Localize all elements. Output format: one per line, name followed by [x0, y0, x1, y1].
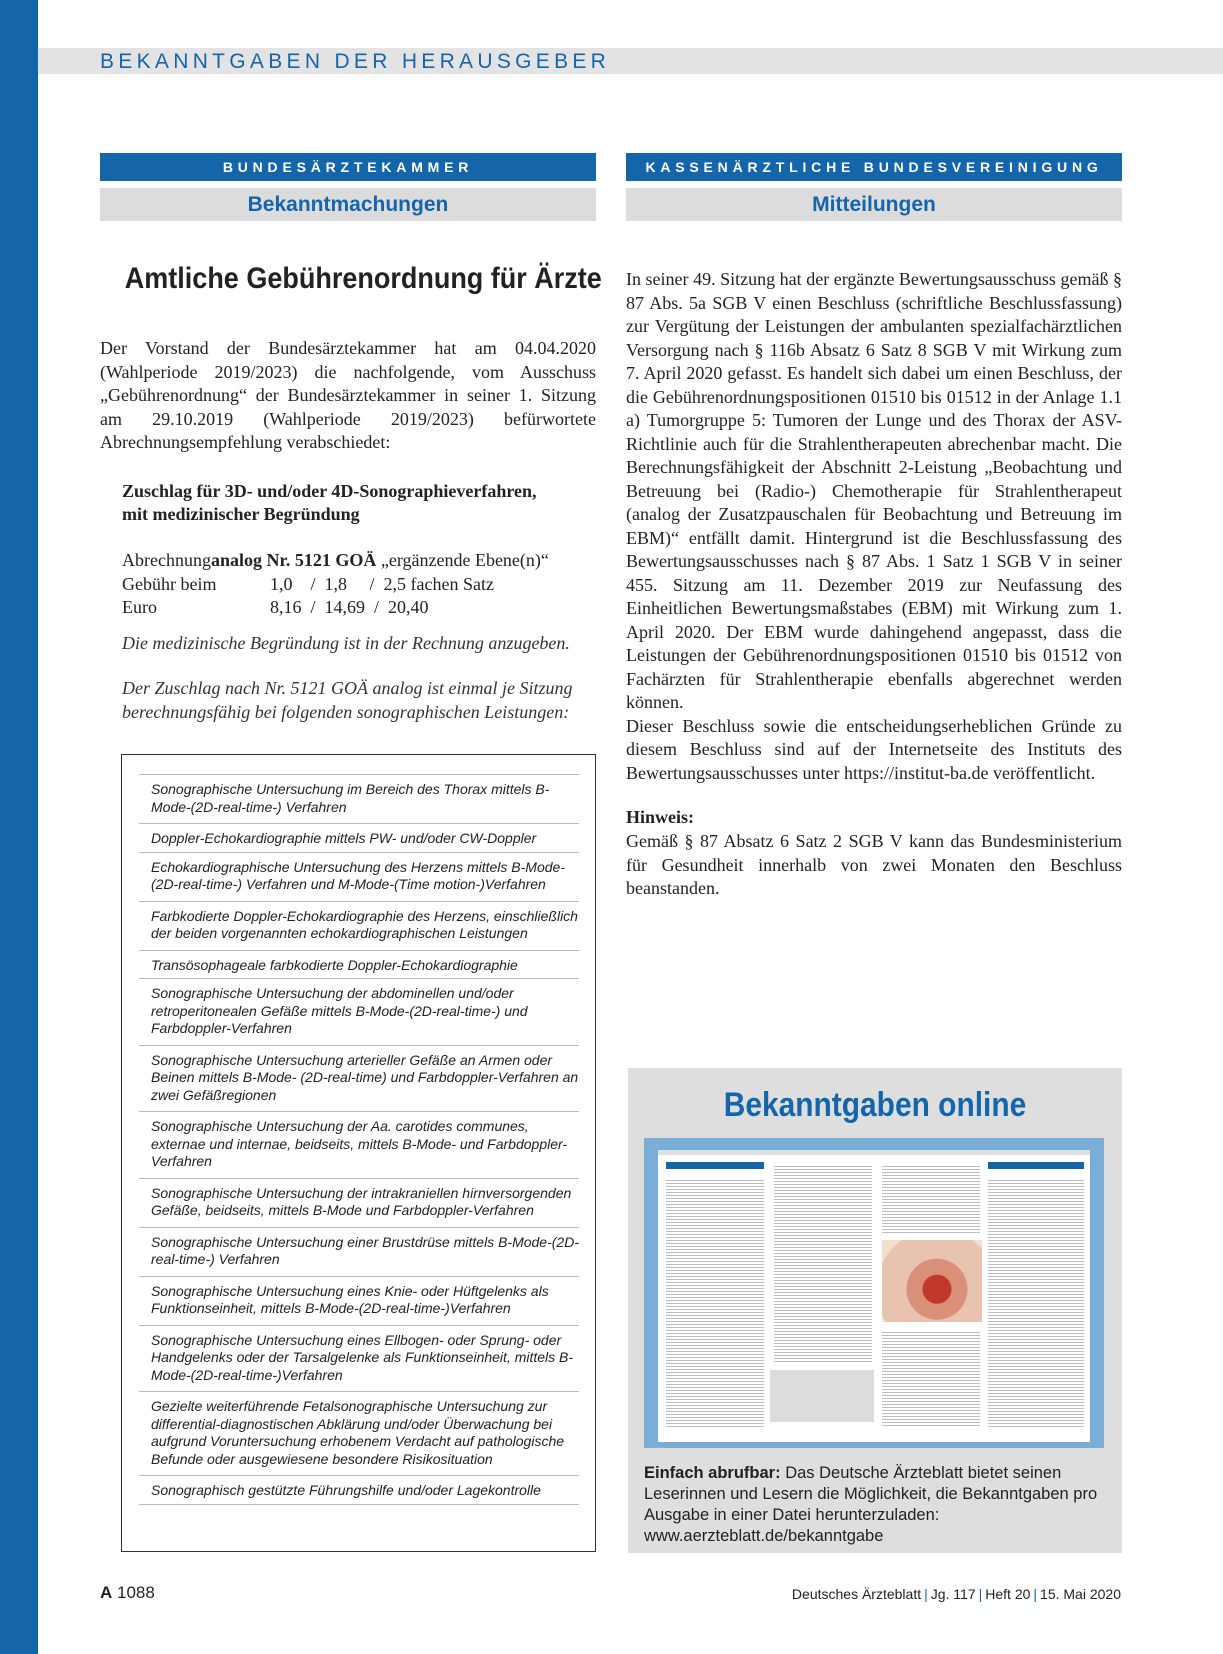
fee-rate-row: [122, 573, 549, 597]
list-item: Transösophageale farbkodierte Doppler-Echokardiographie: [139, 951, 579, 980]
org-bar-baek: BUNDESÄRZTEKAMMER: [100, 153, 596, 181]
justification-note: Die medizinische Begründung ist in der Rechnung anzugeben.: [122, 633, 570, 653]
left-color-stripe: [0, 0, 38, 1654]
euro-values: 8,16 / 14,69 / 20,40: [270, 597, 429, 617]
list-item: Farbkodierte Doppler-Echokardiographie des Herzens, einschließlich der beiden vorgenannten echokardiographischen Leistungen: [139, 902, 579, 951]
billing-prefix: Abrechnung: [122, 550, 211, 570]
preview-text-column: [774, 1164, 872, 1364]
preview-photo: [882, 1240, 982, 1322]
left-column-header: [100, 153, 596, 221]
list-item: Sonographische Untersuchung arterieller Gefäße an Armen oder Beinen mittels B-Mode- (2D-real-time) und Farbdoppler-Verfahren an zwei Gefäßregionen: [139, 1046, 579, 1113]
preview-text-column: [988, 1178, 1084, 1428]
list-item: Sonographische Untersuchung der abdominellen und/oder retroperitonealen Gefäße mittels B-Mode-(2D-real-time-) und Farbdoppler-Verfahren: [139, 979, 579, 1046]
euro-row: [122, 596, 549, 620]
preview-header-band: [658, 1150, 1090, 1155]
list-item: Sonographische Untersuchung im Bereich des Thorax mittels B-Mode-(2D-real-time-) Verfahren: [139, 775, 579, 824]
list-item: Gezielte weiterführende Fetalsonographische Untersuchung zur differential-diagnostischen Abklärung und/oder Überwachung bei aufgrund Voruntersuchung erhobenem Verdacht auf pathologische Befunde oder ausgewiesene besondere Risikosituation: [139, 1392, 579, 1476]
sonography-services-box: [121, 754, 596, 1552]
list-item: Sonographisch gestützte Führungshilfe und/oder Lagekontrolle: [139, 1476, 579, 1505]
online-promo-text: [644, 1463, 1110, 1547]
journal-issue: Heft 20: [985, 1586, 1031, 1602]
section-bar-mitteilungen: Mitteilungen: [626, 188, 1122, 221]
fee-values: 1,0 / 1,8 / 2,5 fachen Satz: [270, 573, 494, 594]
surcharge-heading: [122, 480, 582, 526]
header-band-title: BEKANNTGABEN DER HERAUSGEBER: [100, 50, 611, 73]
hint-text: Gemäß § 87 Absatz 6 Satz 2 SGB V kann das Bundesministerium für Gesundheit innerhalb von zwei Monaten den Beschluss beanstanden.: [626, 831, 1122, 898]
preview-text-column: [882, 1164, 980, 1234]
journal-date: 15. Mai 2020: [1040, 1586, 1121, 1602]
intro-paragraph: Der Vorstand der Bundesärztekammer hat am 04.04.2020 (Wahlperiode 2019/2023) die nachfolgende, vom Ausschuss „Gebührenordnung“ der Bundesärztekammer in seiner 1. Sitzung am 29.10.2019 (Wahlperiode 2019/2023) befürwortete Abrechnungsempfehlung verabschiedet:: [100, 338, 596, 452]
online-promo-lead: Einfach abrufbar:: [644, 1464, 781, 1482]
list-item: Sonographische Untersuchung eines Knie- oder Hüftgelenks als Funktionseinheit, mittels B-Mode-(2D-real-time-)Verfahren: [139, 1277, 579, 1326]
online-promo-box: [628, 1068, 1122, 1553]
sonography-services-list: [139, 774, 579, 1505]
preview-text-column: [666, 1178, 764, 1428]
list-item: Echokardiographische Untersuchung des Herzens mittels B-Mode-(2D-real-time-) Verfahren und M-Mode-(Time motion-)Verfahren: [139, 853, 579, 902]
journal-volume: Jg. 117: [930, 1586, 976, 1602]
fee-label: Gebühr beim: [122, 573, 217, 594]
kbv-body-paragraph-1: In seiner 49. Sitzung hat der ergänzte Bewertungsausschuss gemäß § 87 Abs. 5a SGB V einen Beschluss (schriftliche Beschlussfassung) zur Vergütung der Leistungen der ambulanten spezialfachärztlichen Versorgung nach § 116b Absatz 6 Satz 8 SGB V mit Wirkung zum 7. April 2020 gefasst. Es handelt sich dabei um einen Beschluss, der die Gebührenordnungspositionen 01510 bis 01512 in der Anlage 1.1 a) Tumorgruppe 5: Tumoren der Lunge und des Thorax der ASV-Richtlinie auch für die Strahlentherapeuten abrechenbar macht. Die Berechnungsfähigkeit der Abschnitt 2-Leistung „Beobachtung und Betreuung bei (Radio-) Chemotherapie für Strahlentherapeut (analog der Zusatzpauschalen für Beobachtung und Betreuung im EBM)“ entfällt damit. Hintergrund ist die Beschlussfassung des Bewertungsausschusses nach § 87 Abs. 1 Satz 1 SGB V in seiner 455. Sitzung am 11. Dezember 2019 zur Neufassung des Einheitlichen Bewertungsmaßstabes (EBM) mit Wirkung zum 1. April 2020. Der EBM wurde dahingehend angepasst, dass die Leistungen der Gebührenordnungspositionen 01510 bis 01512 von Fachärzten für Strahlentherapie ebenfalls abgerechnet werden können.: [626, 269, 1122, 712]
fee-table: [122, 549, 549, 620]
preview-org-bar: [988, 1162, 1084, 1169]
online-promo-title: Bekanntgaben online: [723, 1086, 1027, 1124]
preview-info-box: [770, 1370, 874, 1422]
hint-label: Hinweis:: [626, 807, 695, 827]
list-item: Sonographische Untersuchung der Aa. carotides communes, externae und internae, beidseits, mittels B-Mode- und Farbdoppler-Verfahren: [139, 1112, 579, 1179]
surcharge-heading-line1: Zuschlag für 3D- und/oder 4D-Sonographieverfahren,: [122, 481, 537, 501]
billing-code: analog Nr. 5121 GOÄ: [210, 550, 377, 570]
header-band: [38, 48, 1223, 74]
kbv-body: [626, 268, 1122, 785]
online-promo-body: Das Deutsche Ärzteblatt bietet seinen Leserinnen und Lesern die Möglichkeit, die Bekanntgaben pro Ausgabe in einer Datei herunterzuladen: www.aerzteblatt.de/bekanntgabe: [644, 1464, 1098, 1545]
list-item: Sonographische Untersuchung eines Ellbogen- oder Sprung- oder Handgelenks oder der Tarsalgelenke als Funktionseinheit, mittels B-Mode-(2D-real-time-)Verfahren: [139, 1326, 579, 1393]
surcharge-heading-line2: mit medizinischer Begründung: [122, 504, 360, 524]
euro-label: Euro: [122, 597, 157, 617]
list-item: Sonographische Untersuchung einer Brustdrüse mittels B-Mode-(2D-real-time-) Verfahren: [139, 1228, 579, 1277]
right-column-header: [626, 153, 1122, 221]
journal-name: Deutsches Ärzteblatt: [791, 1586, 922, 1602]
page-preview-sheet: [658, 1150, 1090, 1442]
page-preview-image: [644, 1138, 1104, 1448]
list-item: Sonographische Untersuchung der intrakraniellen hirnversorgenden Gefäße, beidseits, mittels B-Mode und Farbdoppler-Verfahren: [139, 1179, 579, 1228]
org-bar-kbv: KASSENÄRZTLICHE BUNDESVEREINIGUNG: [626, 153, 1122, 181]
journal-citation: Deutsches Ärzteblatt | Jg. 117 | Heft 20 | 15. Mai 2020: [791, 1586, 1121, 1602]
billing-suffix: „ergänzende Ebene(n)“: [376, 550, 549, 570]
applicability-note: Der Zuschlag nach Nr. 5121 GOÄ analog ist einmal je Sitzung berechnungsfähig bei folgenden sonographischen Leistungen:: [122, 678, 573, 722]
preview-text-column: [882, 1330, 980, 1426]
page-number: [100, 1583, 155, 1603]
article-title: Amtliche Gebührenordnung für Ärzte: [124, 262, 602, 295]
page-prefix: A: [100, 1583, 113, 1602]
section-bar-bekanntmachungen: Bekanntmachungen: [100, 188, 596, 221]
kbv-body-paragraph-2: Dieser Beschluss sowie die entscheidungserheblichen Gründe zu diesem Beschluss sind auf der Internetseite des Instituts des Bewertungsausschusses unter https://institut-ba.de veröffentlicht.: [626, 715, 1122, 783]
preview-org-bar: [666, 1162, 764, 1169]
billing-row: [122, 549, 549, 573]
list-item: Doppler-Echokardiographie mittels PW- und/oder CW-Doppler: [139, 824, 579, 853]
page-number-value: 1088: [117, 1583, 155, 1602]
